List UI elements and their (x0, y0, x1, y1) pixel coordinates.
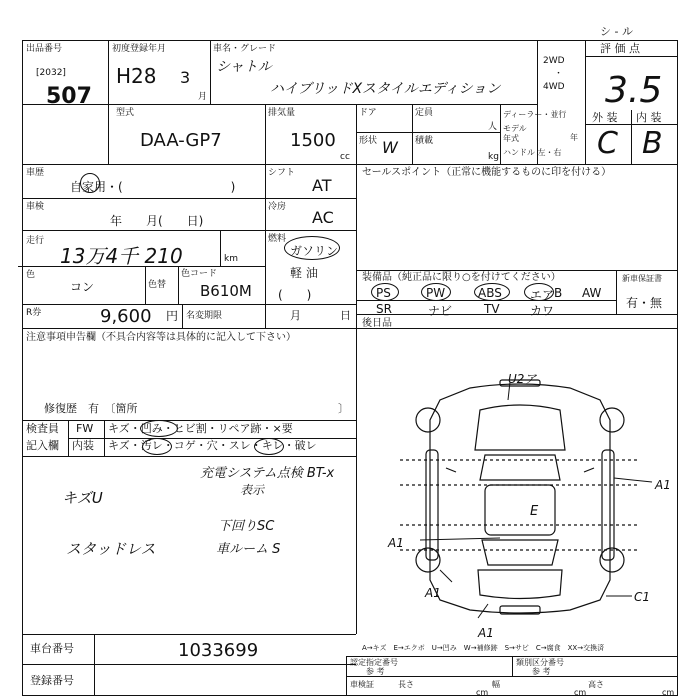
ac-value: AC (312, 208, 334, 227)
shift-label: シフト (268, 168, 296, 178)
doors-label: ドア (359, 108, 377, 118)
equip-leather: カワ (530, 304, 555, 318)
equip-abs-circle (474, 283, 510, 301)
name-change-day: 日 (340, 309, 351, 322)
history-value: 自家用・( ) (70, 180, 236, 194)
recycle-label: R券 (26, 308, 42, 318)
displacement-value: 1500 (290, 130, 336, 151)
diagram-note-e: E (530, 504, 539, 519)
equip-tv: TV (484, 302, 500, 316)
equip-sr: SR (376, 302, 392, 316)
exterior-grade: C (597, 126, 618, 161)
registration-era-year: H28 (116, 64, 157, 88)
equip-ps: PS (376, 286, 391, 300)
color-value: コン (70, 280, 95, 294)
entry-label: 記入欄 (26, 439, 59, 452)
mileage-label: 走行 (26, 236, 45, 246)
sales-point-label: セールスポイント（正常に機能するものに印を付ける） (362, 167, 612, 178)
shape-value: W (382, 138, 398, 157)
registration-label: 登録番号 (30, 674, 74, 687)
diagram-note-a1-left: A1 (388, 536, 404, 550)
equip-b: B (554, 286, 563, 300)
diagram-note-c1: C1 (634, 590, 651, 604)
color-change-label: 色替 (148, 280, 167, 290)
load-unit: kg (488, 152, 499, 162)
drive-dot: ・ (554, 69, 564, 79)
equip-aw: AW (582, 286, 602, 300)
equipment-label: 装備品（純正品に限り○を付けてください） (362, 272, 561, 283)
shift-value: AT (312, 176, 332, 195)
note-display: 表示 (240, 483, 265, 497)
capacity-unit: 人 (488, 122, 498, 132)
score-label: 評 価 点 (600, 42, 640, 55)
length-label: 長さ (398, 680, 414, 689)
fw-label: FW (76, 422, 94, 435)
score-value: 3.5 (605, 70, 663, 111)
inspection-label: 車検 (26, 202, 45, 212)
fuel-other: ( ) (278, 288, 312, 302)
color-label: 色 (26, 270, 36, 280)
lot-sub: [2032] (36, 68, 66, 78)
chassis-label: 車台番号 (30, 642, 74, 655)
height-label: 高さ (588, 680, 604, 689)
category-number-ref: 参 考 (532, 667, 551, 676)
drive-2wd: 2WD (543, 56, 565, 66)
inspection-value: 年 月( 日) (110, 214, 204, 228)
interior-dirt-circle (142, 438, 172, 455)
note-studless: スタッドレス (66, 540, 156, 558)
shape-label: 形状 (359, 136, 378, 146)
diagram-note-a1-right: A1 (655, 478, 671, 492)
interior-items: キズ・汚レ・コゲ・穴・スレ・キレ・破レ (108, 439, 317, 452)
lot-number: 507 (46, 84, 92, 109)
car-damage-diagram (360, 360, 678, 630)
interior-condition-label: 内装 (72, 439, 94, 452)
history-private-circle (80, 173, 100, 193)
equip-pw: PW (426, 286, 446, 300)
type-label: 型式 (116, 108, 135, 118)
note-scratch-u: キズU (62, 489, 103, 507)
width-unit: cm (574, 688, 587, 697)
model-grade-label: 車名・グレード (213, 44, 277, 54)
new-car-warranty-value: 有・無 (626, 296, 663, 310)
equip-air-circle (524, 283, 554, 301)
dealer-label: ディーラー・並行 (503, 110, 567, 119)
width-label: 幅 (492, 680, 500, 689)
ac-label: 冷房 (268, 202, 287, 212)
caution-label: 注意事項申告欄（不具合内容等は具体的に記入して下さい） (26, 332, 296, 343)
first-registration-label: 初度登録年月 (112, 44, 167, 54)
corner-mark: シ - ル (600, 25, 633, 38)
history-label: 車歴 (26, 168, 45, 178)
registration-month: 3 (180, 68, 191, 87)
color-code-value: B610M (200, 282, 252, 300)
chassis-value: 1033699 (178, 640, 259, 661)
fw-items: キズ・凹み・ヒビ割・リペア跡・×要 (108, 422, 293, 435)
fuel-diesel: 軽 油 (290, 266, 318, 280)
diagram-note-u2a: U2ア (508, 372, 537, 386)
cert-number-ref: 参 考 (366, 667, 385, 676)
length-unit: cm (476, 688, 489, 697)
displacement-unit: cc (340, 152, 350, 162)
type-value: DAA-GP7 (140, 130, 222, 151)
note-room: 車ルーム S (216, 542, 281, 557)
interior-wear-circle (254, 438, 284, 455)
equip-air: エア (530, 288, 555, 302)
model-year-label: モデル年式 (503, 124, 527, 143)
load-label: 積載 (415, 136, 434, 146)
interior-grade: B (642, 126, 663, 161)
new-car-warranty-label: 新車保証書 (622, 274, 662, 283)
diagram-note-a1-rear: A1 (425, 586, 441, 600)
mileage-unit: km (224, 254, 238, 264)
equip-ps-circle (371, 283, 399, 301)
displacement-label: 排気量 (268, 108, 296, 118)
fuel-label: 燃料 (268, 234, 287, 244)
inspector-label: 検査員 (26, 422, 59, 435)
repair-history-label: 修復歴 有 〔箇所 (44, 402, 138, 415)
category-number-label: 類別区分番号 (516, 658, 564, 667)
mileage-value: 13万4千 210 (60, 244, 183, 268)
cert-number-label: 認定指定番号 (350, 658, 398, 667)
model-year-unit: 年 (570, 133, 578, 142)
repair-bracket: 〕 (338, 402, 349, 415)
note-underbody: 下回りSC (218, 519, 275, 534)
diagram-note-a1-bottom: A1 (478, 626, 494, 640)
cert-prefix: 車検証 (350, 680, 374, 689)
handle-label: ハンドル 左・右 (503, 148, 562, 157)
color-code-label: 色コード (181, 269, 218, 279)
equip-pw-circle (421, 283, 451, 301)
drive-4wd: 4WD (543, 82, 565, 92)
fuel-gasoline-circle (284, 236, 340, 260)
model-name: シャトル (216, 59, 272, 75)
capacity-label: 定員 (415, 108, 434, 118)
name-change-label: 名変期限 (186, 311, 223, 321)
month-unit: 月 (198, 92, 208, 102)
height-unit: cm (662, 688, 675, 697)
recycle-value: 9,600 (100, 306, 152, 327)
exterior-label: 外 装 (592, 111, 618, 124)
fw-dent-circle (140, 420, 178, 437)
note-charge-system: 充電システム点検 BT-x (200, 466, 335, 481)
equip-abs: ABS (478, 286, 502, 300)
equip-navi: ナビ (428, 304, 453, 318)
fuel-gasoline: ガソリン (290, 244, 339, 258)
aftermarket-label: 後日品 (362, 318, 392, 329)
lot-number-label: 出品番号 (26, 44, 63, 54)
name-change-month: 月 (290, 309, 301, 322)
recycle-unit: 円 (166, 309, 179, 323)
model-grade: ハイブリッドXスタイルエディション (270, 81, 501, 97)
diagram-legend: A→キズ E→エクボ U→凹み W→補修跡 S→サビ C→腐食 XX→交換済 (362, 644, 605, 652)
interior-label: 内 装 (636, 111, 662, 124)
